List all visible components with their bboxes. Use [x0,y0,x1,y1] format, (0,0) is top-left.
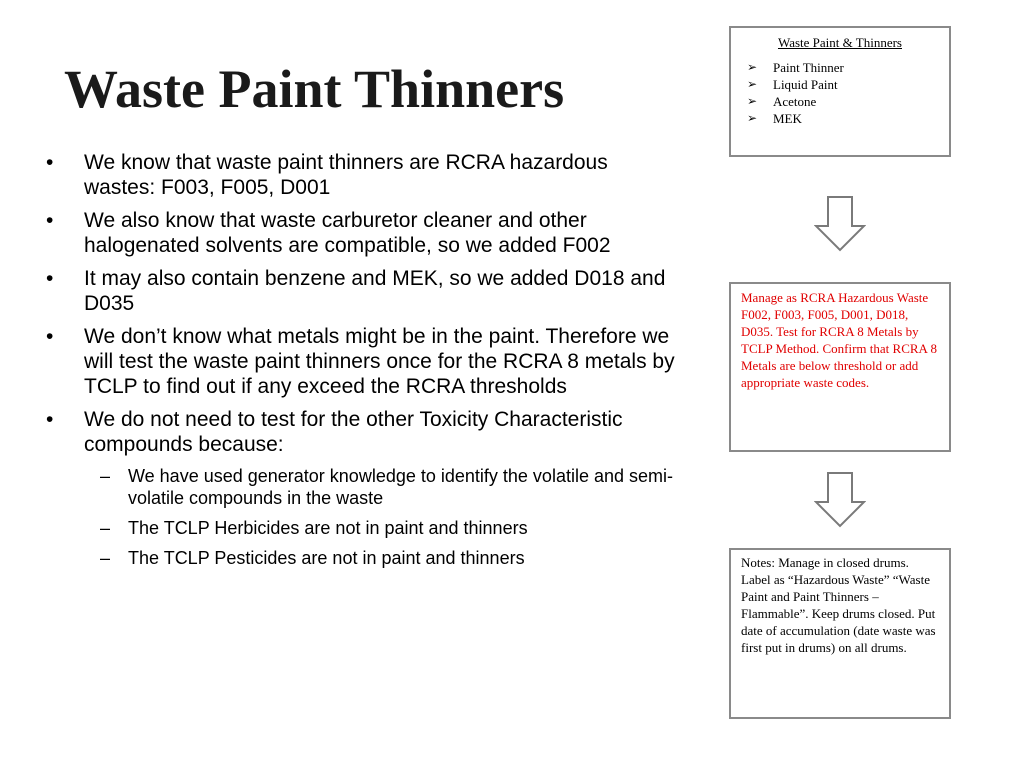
bullet-item: • We don’t know what metals might be in the paint. Therefore we will test the waste paint thinners once for the RCRA 8 metals by TCLP to find out if any exceed the RCRA thresholds [44,324,680,399]
waste-type-item: ➢ Paint Thinner [741,59,939,76]
bullet-item-text: We do not need to test for the other Toxicity Characteristic compounds because: [84,408,623,456]
sub-bullet-list [84,465,680,569]
down-arrow-icon [814,472,866,528]
down-arrow-icon [814,196,866,252]
bullet-item: • It may also contain benzene and MEK, so we added D018 and D035 [44,266,680,316]
slide-title: Waste Paint Thinners [64,59,565,119]
sub-bullet-item: – We have used generator knowledge to identify the volatile and semi-volatile compounds in the waste [84,465,680,509]
bullet-item: • We also know that waste carburetor cleaner and other halogenated solvents are compatible, so we added F002 [44,208,680,258]
waste-types-list [741,59,939,127]
notes-box: Notes: Manage in closed drums. Label as “Hazardous Waste” “Waste Paint and Paint Thinners – Flammable”. Keep drums closed. Put date of accumulation (date waste was first put in drums) on all drums. [729,548,951,719]
bullet-list [44,150,680,577]
bullet-item [44,407,680,569]
bullet-item: • We know that waste paint thinners are RCRA hazardous wastes: F003, F005, D001 [44,150,680,200]
waste-type-item: ➢ MEK [741,110,939,127]
sub-bullet-item: – The TCLP Pesticides are not in paint and thinners [84,547,680,569]
management-box: Manage as RCRA Hazardous Waste F002, F003, F005, D001, D018, D035. Test for RCRA 8 Metals by TCLP Method. Confirm that RCRA 8 Metals are below threshold or add appropriate waste codes. [729,282,951,452]
waste-type-item: ➢ Acetone [741,93,939,110]
sub-bullet-item: – The TCLP Herbicides are not in paint and thinners [84,517,680,539]
waste-types-heading: Waste Paint & Thinners [777,35,902,50]
waste-types-box [729,26,951,157]
waste-type-item: ➢ Liquid Paint [741,76,939,93]
